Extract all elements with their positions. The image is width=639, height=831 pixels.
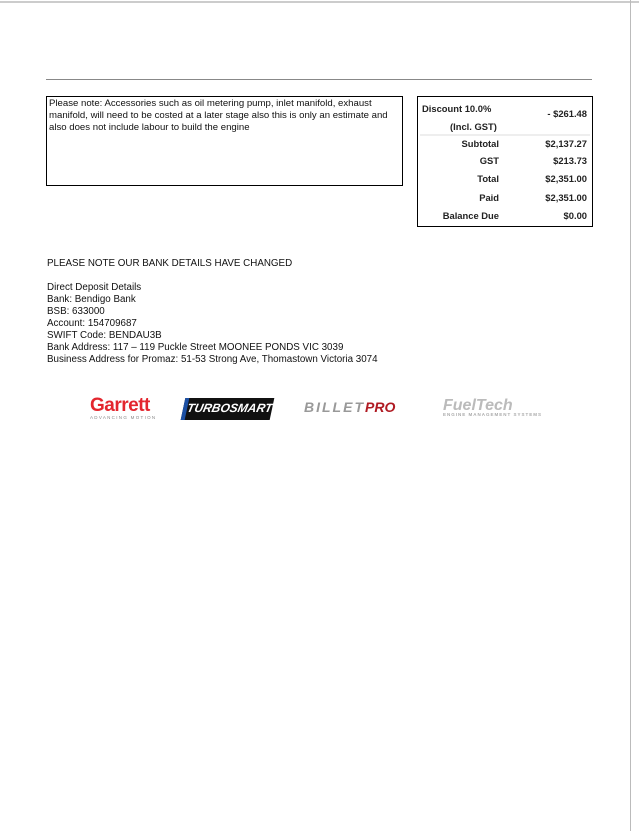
total-row — [418, 173, 592, 191]
bank-line: Account: 154709687 — [47, 318, 137, 329]
logo-text: Garrett — [90, 395, 150, 416]
invoice-note: Please note: Accessories such as oil metering pump, inlet manifold, exhaust manifold, will need to be costed at a later stage also this is only an estimate and also does not include labour to build the engine — [46, 96, 403, 186]
garrett-logo — [90, 395, 156, 425]
top-border — [0, 1, 639, 3]
row-value: $0.00 — [563, 210, 587, 221]
balance-due-row — [418, 210, 592, 228]
subtotal-row — [418, 138, 592, 156]
discount-value: - $261.48 — [547, 108, 587, 119]
row-value: $2,137.27 — [545, 138, 587, 149]
bank-line: Bank: Bendigo Bank — [47, 294, 136, 305]
discount-incl-gst: (Incl. GST) — [450, 121, 497, 132]
bank-line: Bank Address: 117 – 119 Puckle Street MOONEE PONDS VIC 3039 — [47, 342, 344, 353]
row-value: $213.73 — [553, 155, 587, 166]
bank-details — [47, 258, 378, 366]
row-value: $2,351.00 — [545, 192, 587, 203]
billetpro-logo — [304, 399, 395, 429]
logo-text: FuelTech — [443, 397, 513, 414]
row-label: Subtotal — [461, 138, 499, 149]
row-label: GST — [479, 155, 499, 166]
discount-label — [422, 100, 497, 136]
fueltech-logo — [443, 397, 542, 427]
paid-row — [418, 192, 592, 210]
bank-line: BSB: 633000 — [47, 306, 105, 317]
totals-box — [417, 96, 593, 227]
row-label: Balance Due — [442, 210, 499, 221]
divider — [46, 79, 592, 80]
bank-line: Direct Deposit Details — [47, 282, 142, 293]
row-value: $2,351.00 — [545, 173, 587, 184]
bank-line: SWIFT Code: BENDAU3B — [47, 330, 162, 341]
gst-row — [418, 155, 592, 173]
row-label: Total — [477, 173, 499, 184]
discount-percent: Discount 10.0% — [422, 103, 492, 114]
logo-tagline: ADVANCING MOTION — [90, 415, 157, 420]
sponsor-logos — [0, 395, 639, 430]
logo-tagline: ENGINE MANAGEMENT SYSTEMS — [443, 412, 543, 417]
totals-separator — [420, 134, 590, 136]
logo-text: PRO — [365, 399, 396, 415]
bank-change-notice: PLEASE NOTE OUR BANK DETAILS HAVE CHANGED — [47, 258, 293, 269]
logo-text: BILLET — [304, 399, 365, 415]
bank-line: Business Address for Promaz: 51-53 Strong Ave, Thomastown Victoria 3074 — [47, 354, 378, 365]
turbosmart-logo: TURBOSMART — [181, 398, 275, 420]
row-label: Paid — [479, 192, 499, 203]
